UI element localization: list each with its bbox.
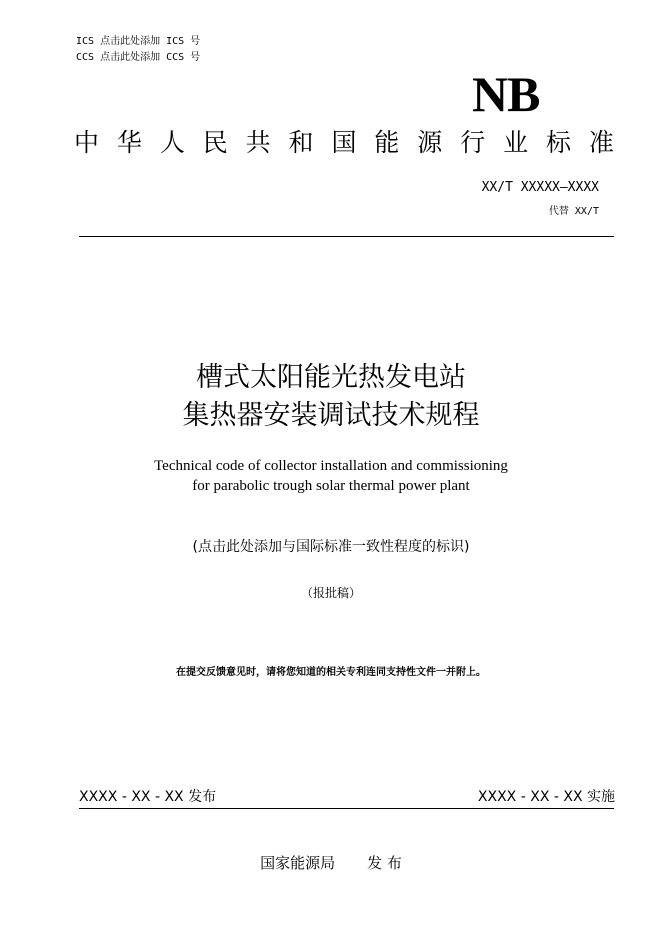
issuer-name: 国家能源局: [260, 854, 336, 872]
standard-name-char: 行: [460, 128, 486, 157]
nb-logo: NB: [472, 66, 540, 122]
standard-name-char: 华: [116, 128, 142, 157]
standard-number: XX/T XXXXX—XXXX: [481, 180, 599, 195]
issue-word: 发 布: [367, 854, 402, 872]
standard-name-char: 能: [374, 128, 400, 157]
standard-name-char: 标: [545, 128, 571, 157]
standard-name-char: 中: [74, 128, 100, 157]
standard-name-char: 民: [202, 128, 228, 157]
standard-name-char: 人: [159, 128, 185, 157]
standard-name-char: 国: [331, 128, 357, 157]
standard-category-name: [74, 128, 614, 158]
english-title-line-2: for parabolic trough solar thermal power plant: [192, 478, 470, 494]
english-title-line-1: Technical code of collector installation and commissioning: [154, 458, 508, 474]
replaces-standard: 代替 XX/T: [548, 206, 599, 217]
standard-name-char: 源: [417, 128, 443, 157]
document-title-line-1: 槽式太阳能光热发电站: [196, 362, 466, 393]
standard-name-char: 业: [503, 128, 529, 157]
implementation-date: XXXX - XX - XX 实施: [477, 789, 615, 805]
ccs-code-line[interactable]: CCS 点击此处添加 CCS 号: [76, 52, 201, 63]
patent-notice: 在提交反馈意见时，请将您知道的相关专利连同支持性文件一并附上。: [176, 667, 486, 678]
ics-code-line[interactable]: ICS 点击此处添加 ICS 号: [76, 36, 201, 47]
standard-name-char: 共: [245, 128, 271, 157]
consistency-placeholder[interactable]: (点击此处添加与国际标准一致性程度的标识): [192, 539, 470, 555]
document-title-line-2: 集热器安装调试技术规程: [182, 400, 480, 431]
issuing-authority: [0, 853, 662, 873]
issue-date: XXXX - XX - XX 发布: [79, 789, 217, 805]
header-divider: [79, 236, 614, 237]
draft-status: （报批稿）: [300, 586, 361, 600]
footer-divider: [79, 808, 614, 809]
standard-name-char: 和: [288, 128, 314, 157]
standard-name-char: 准: [588, 128, 614, 157]
